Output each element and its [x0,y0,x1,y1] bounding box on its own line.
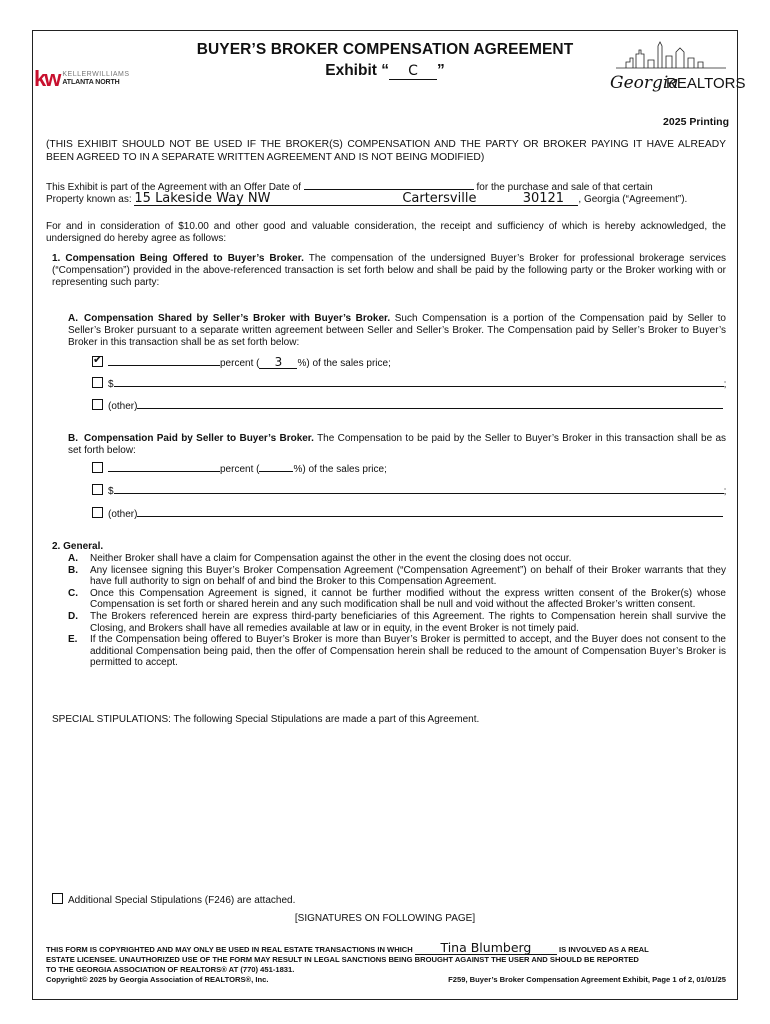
section1b-other-row [92,507,723,521]
intro-text-a: This Exhibit is part of the Agreement with an Offer Date of [46,182,301,193]
section1b-percent-row [92,462,387,476]
section1a-percent-row [92,356,391,370]
section1a-label: A. [68,313,78,324]
ga-word: Georgia [610,73,679,93]
section1a-other-row [92,399,723,413]
section2-item-text: If the Compensation being offered to Buyer’s Broker is more than Buyer’s Broker is permitted to accept, and the Buyer does not consent to the additional Compensation being paid, then the offer of Compensation herein shall be reduced to the amount of Compensation Buyer’s Broker is permitted to accept. [90,634,726,669]
section2-list [68,553,726,669]
section2-item-label: A. [68,553,78,564]
section1b-label: B. [68,433,78,444]
state-suffix: , Georgia (“Agreement”). [578,194,688,205]
signatures-note: [SIGNATURES ON FOLLOWING PAGE] [294,913,476,924]
section2-item-label: C. [68,587,78,599]
skyline-icon [606,40,746,100]
exhibit-suffix: ” [436,62,445,79]
additional-stipulations-text: Additional Special Stipulations (F246) are attached. [68,895,296,906]
list-item [68,565,726,588]
licensee-field[interactable]: Tina Blumberg [415,942,557,955]
list-item [68,588,726,611]
section1a-dollar-field[interactable] [114,386,724,387]
section1b-dollar-checkbox[interactable] [92,484,103,495]
notice-text: (THIS EXHIBIT SHOULD NOT BE USED IF THE BROKER(S) COMPENSATION AND THE PARTY OR BROKER PAYING IT HAVE ALREADY BEEN AGREED TO IN A SEPARATE WRITTEN AGREEMENT AND IS NOT BEING MODIFIED) [46,139,726,163]
section1b-text: The Compensation to be paid by the Seller to Buyer’s Broker in this transaction shall be as set forth below: [68,433,727,456]
footer-line4 [46,975,726,985]
section1b-percent-prefix: percent ( [220,464,260,475]
section2-item-label: B. [68,564,78,576]
section1a-dollar-checkbox[interactable] [92,377,103,388]
section1b-other-checkbox[interactable] [92,507,103,518]
additional-stipulations-row [52,893,295,907]
kw-line1: KELLERWILLIAMS [62,71,130,78]
kw-text [62,71,129,87]
copyright-text: Copyright© 2025 by Georgia Association of REALTORS®, Inc. [46,975,269,984]
section2-heading-row [52,541,726,553]
footer-notice [46,942,726,985]
consideration-text: For and in consideration of $10.00 and other good and valuable consideration, the receipt and sufficiency of which is hereby acknowledged, the undersigned do hereby agree as follows: [46,221,726,244]
section1 [52,253,726,289]
kw-line2: ATLANTA NORTH [62,79,120,86]
section1a-blank[interactable] [108,365,220,366]
list-item [68,634,726,669]
section2-item-text: Any licensee signing this Buyer’s Broker Compensation Agreement (“Compensation Agreement”) on behalf of their Broker warrants that they have full authority to sign on behalf of and bind the Broker to this Compensation Agreement. [90,564,726,588]
section1b-dollar-sign: $ [108,486,114,497]
intro-line2 [46,193,726,206]
section2-heading: General. [63,541,104,552]
section1a-heading: Compensation Shared by Seller’s Broker with Buyer’s Broker. [84,313,391,324]
footer-line1-b: IS INVOLVED AS A REAL [559,945,649,954]
section1a-dollar-row: $ ; [92,377,726,391]
offer-date-field[interactable] [304,189,474,190]
section2-item-label: D. [68,610,78,622]
section1a-percent-suffix: %) of the sales price; [297,358,391,369]
footer-line3: TO THE GEORGIA ASSOCIATION OF REALTORS® AT (770) 451-1831. [46,965,295,974]
list-item [68,611,726,634]
section2-item-text: Neither Broker shall have a claim for Compensation against the other in the event the closing does not occur. [90,553,572,564]
section2-item-text: Once this Compensation Agreement is signed, it cannot be further modified without the express written consent of the Broker(s) whose Compensation is set forth or shared herein and any such modification shall be null and void without the affected Broker’s written consent. [90,587,726,611]
section2-item-label: E. [68,634,78,646]
property-label: Property known as: [46,194,132,205]
section2-item-text: The Brokers referenced herein are express third-party beneficiaries of this Agreement. The rights to Compensation herein shall survive the Closing, and Brokers shall have all remedies available at law or in equity, in the event Broker is not timely paid. [90,610,726,634]
section1-heading: Compensation Being Offered to Buyer’s Broker. [65,253,304,264]
section1b-blank[interactable] [108,471,220,472]
section1b-percent-suffix: %) of the sales price; [293,464,387,475]
zip-field[interactable]: 30121 [508,193,578,206]
ga-realtors: REALTORS [666,75,746,92]
kw-mark: kw [34,66,60,91]
printing-year: 2025 Printing [663,116,729,128]
section1-num: 1. [52,253,61,264]
intro-text-b: for the purchase and sale of that certain [476,182,653,193]
section1a-other-label: (other) [108,401,138,412]
form-id: F259, Buyer’s Broker Compensation Agreement Exhibit, Page 1 of 2, 01/01/25 [448,975,726,984]
exhibit-prefix: Exhibit “ [325,62,389,79]
section1a-percent-field[interactable]: 3 [259,356,297,369]
section1b-percent-checkbox[interactable] [92,462,103,473]
footer-line1-a: THIS FORM IS COPYRIGHTED AND MAY ONLY BE USED IN REAL ESTATE TRANSACTIONS IN WHICH [46,945,413,954]
section1a-other-field[interactable] [137,408,723,409]
footer-line2: ESTATE LICENSEE. UNAUTHORIZED USE OF THE FORM MAY RESULT IN LEGAL SANCTIONS BEING BROUGHT AGAINST THE USER AND SHOULD BE REPORTED [46,955,639,964]
section1b-percent-field[interactable] [259,471,293,472]
section1a-percent-checkbox[interactable] [92,356,103,367]
section2-num: 2. [52,541,61,552]
section1a [68,313,726,349]
section1a-other-checkbox[interactable] [92,399,103,410]
section1a-dollar-sign: $ [108,379,114,390]
georgia-realtors-logo [606,40,746,100]
special-stipulations-label: SPECIAL STIPULATIONS: The following Special Stipulations are made a part of this Agreement. [52,714,480,725]
page-title: BUYER’S BROKER COMPENSATION AGREEMENT [196,41,574,58]
city-field[interactable]: Cartersville [370,193,508,206]
section1b-dollar-row: $ ; [92,484,726,498]
additional-stipulations-checkbox[interactable] [52,893,63,904]
section1b [68,433,726,457]
section1a-text: Such Compensation is a portion of the Compensation paid by Seller to Seller’s Broker pursuant to a separate written agreement between Seller and Seller’s Broker. The Compensation paid by Seller’s Broker to Buyer’s Broker in this transaction shall be as set forth below: [68,313,726,348]
section1b-heading: Compensation Paid by Seller to Buyer’s Broker. [84,433,314,444]
property-address-field[interactable]: 15 Lakeside Way NW [134,193,370,206]
special-stipulations-area[interactable] [46,732,726,882]
section1a-percent-prefix: percent ( [220,358,260,369]
section1b-dollar-field[interactable] [114,493,724,494]
kw-logo [34,67,130,91]
footer-line1 [46,942,726,955]
exhibit-field[interactable]: C [389,64,437,80]
section1b-other-field[interactable] [137,516,723,517]
section1b-other-label: (other) [108,509,138,520]
list-item [68,553,726,565]
section1-text: The compensation of the undersigned Buyer’s Broker for professional brokerage services (“Compensation”) provided in the above-referenced transaction is set forth below and shall be paid by the following party or the Broker working with or representing such party: [52,253,727,288]
